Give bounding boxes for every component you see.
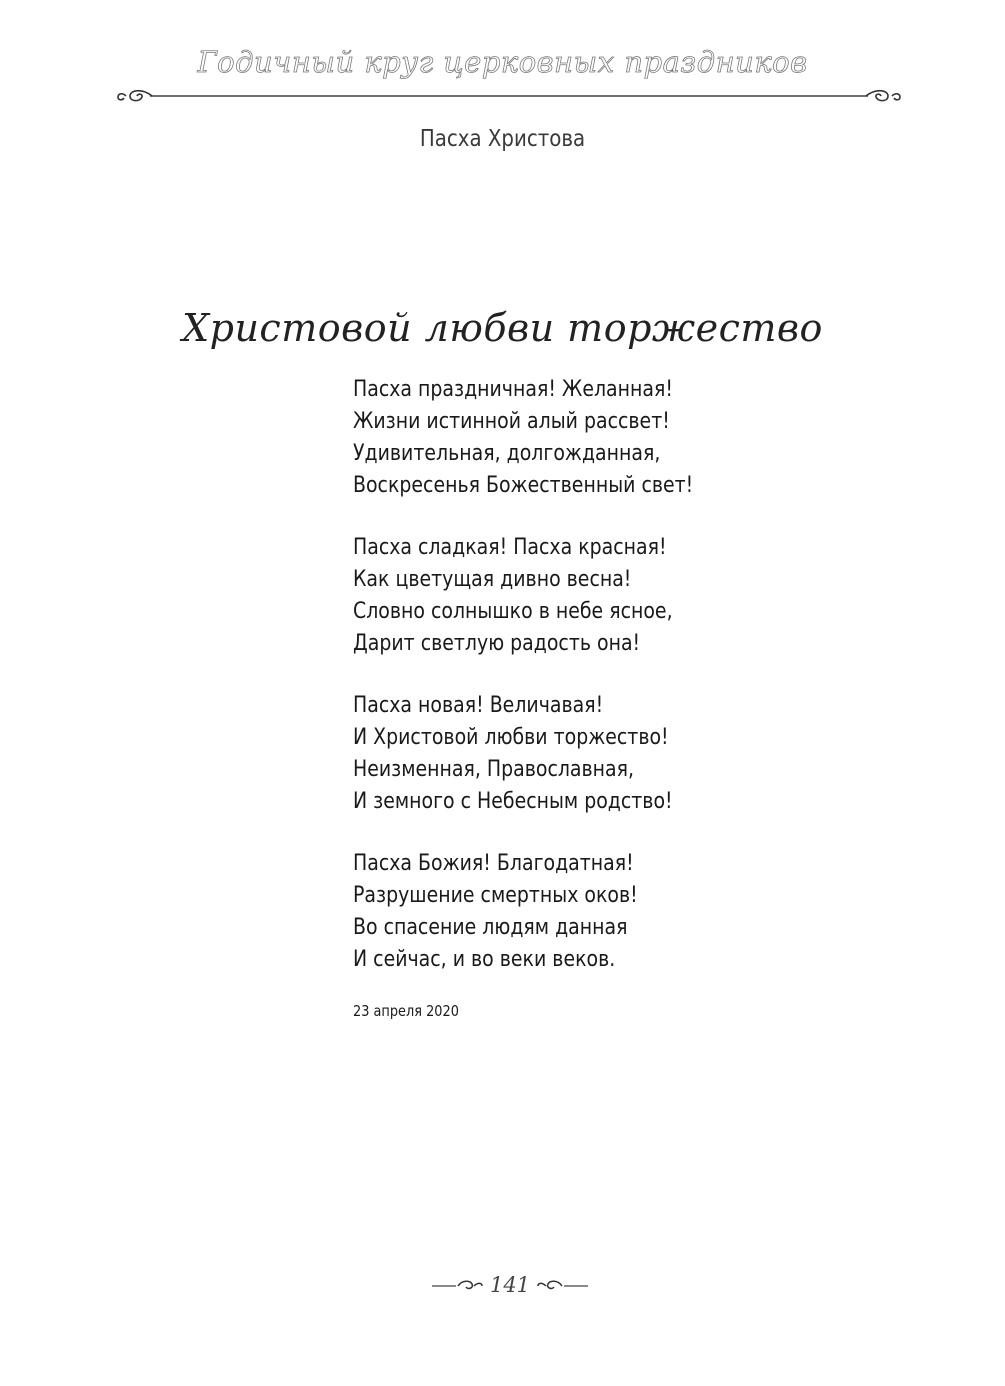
page-number: 141 [489, 1273, 531, 1297]
poem-line: И сейчас, и во веки веков. [353, 947, 616, 972]
section-title: Пасха Христова [419, 126, 586, 152]
poem-line: Пасха новая! Величавая! [353, 693, 604, 718]
stanza [353, 848, 913, 976]
poem-line: Пасха праздничная! Желанная! [353, 377, 673, 402]
poem-line: Пасха Божия! Благодатная! [353, 851, 634, 876]
poem-body [353, 374, 913, 1006]
poem-line: Воскресенья Божественный свет! [353, 473, 694, 498]
poem-date: 23 апреля 2020 [353, 1002, 459, 1020]
poem-line: Дарит светлую радость она! [353, 631, 641, 656]
poem-line: Неизменная, Православная, [353, 757, 635, 782]
header-divider-ornament [116, 84, 902, 108]
poem-line: Пасха сладкая! Пасха красная! [353, 535, 667, 560]
poem-line: Как цветущая дивно весна! [353, 567, 632, 592]
running-head-title: Годичный круг церковных праздников [197, 45, 808, 79]
poem-line: Словно солнышко в небе ясное, [353, 599, 673, 624]
poem-line: И земного с Небесным родство! [353, 789, 673, 814]
poem-line: Во спасение людям данная [353, 915, 628, 940]
stanza [353, 690, 913, 818]
poem-title: Христовой любви торжество [182, 306, 823, 350]
stanza [353, 532, 913, 660]
page-folio [430, 1270, 590, 1300]
poem-line: Жизни истинной алый рассвет! [353, 409, 670, 434]
poem-line: Удивительная, долгожданная, [353, 441, 661, 466]
poem-line: И Христовой любви торжество! [353, 725, 669, 750]
stanza [353, 374, 913, 502]
poem-line: Разрушение смертных оков! [353, 883, 638, 908]
